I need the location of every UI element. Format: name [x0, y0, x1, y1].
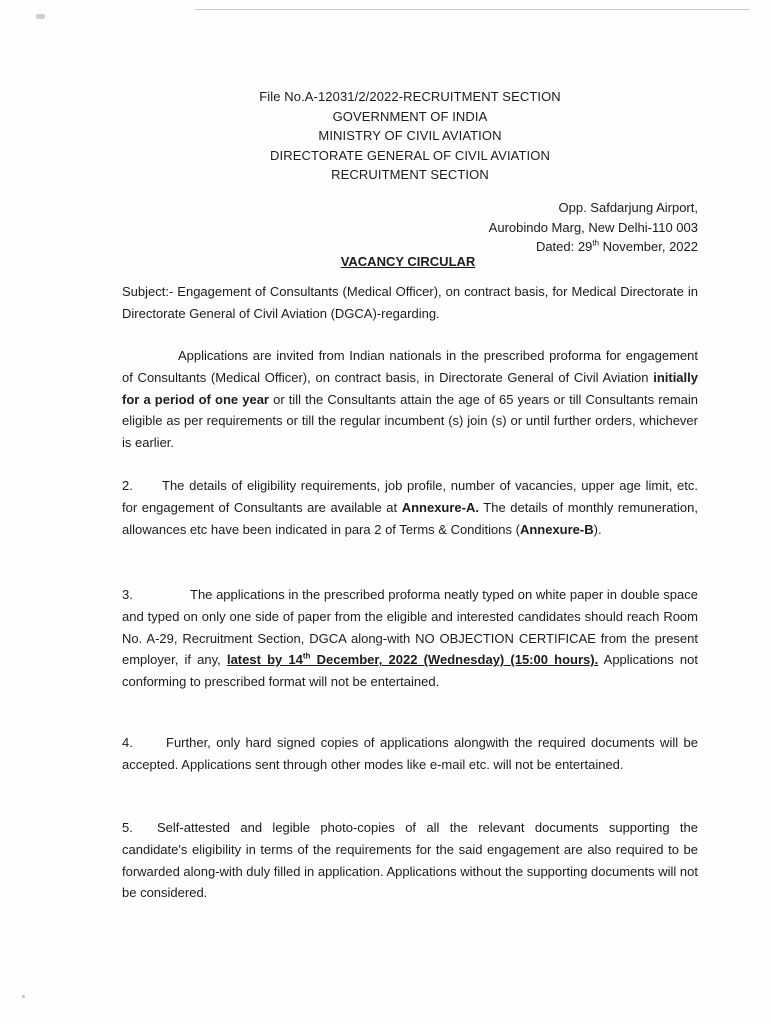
para1-text-2: or till the Consultants attain the age of 65 years or till Consultants remain eligible as per requirements or till the regular incumbent (s) join (s) or until further orders, whichever is earlier.	[122, 391, 698, 451]
address-block	[489, 198, 698, 257]
para2-text-3: ).	[593, 521, 602, 537]
paragraph-4	[122, 732, 698, 776]
scan-edge-line	[195, 9, 750, 10]
deadline-suffix: December, 2022 (Wednesday) (15:00 hours).	[310, 652, 599, 668]
para5-text: Self-attested and legible photo-copies of all the relevant documents supporting the candidate's eligibility in terms of the requirements for the said engagement are also required to be forwarded along-with duly filled in application. Applications without the supporting documents will not be considered.	[122, 820, 698, 901]
scan-speck	[22, 995, 25, 998]
para1-bold: initially for a period of one year	[122, 369, 698, 407]
para2-text-2: The details of monthly remuneration, allowances etc have been indicated in para 2 of Terms & Conditions (	[122, 499, 699, 537]
section-line: RECRUITMENT SECTION	[331, 167, 489, 182]
para5-number: 5.	[122, 820, 133, 835]
para3-text-2: Applications not conforming to prescribed format will not be entertained.	[122, 652, 698, 690]
date-prefix: Dated: 29	[535, 239, 593, 254]
government-line: GOVERNMENT OF INDIA	[332, 108, 488, 124]
date-sup: th	[592, 238, 599, 248]
para3-text: The applications in the prescribed proforma neatly typed on white paper in double space and typed on only one side of paper from the eligible and interested candidates should reach Room No. A-29, Recruitment Section, DGCA along-with NO OBJECTION CERTIFICAE from the present employer, if any,	[122, 587, 698, 668]
ministry-line: MINISTRY OF CIVIL AVIATION	[318, 128, 502, 143]
para4-number: 4.	[122, 735, 133, 750]
scan-speck	[36, 14, 45, 19]
annexure-b-ref: Annexure-B	[519, 521, 594, 537]
para4-text: Further, only hard signed copies of applications alongwith the required documents will be accepted. Applications sent through other modes like e-mail etc. will not be entertained.	[122, 735, 698, 772]
annexure-a-ref: Annexure-A.	[401, 499, 479, 515]
date-suffix: November, 2022	[598, 239, 698, 254]
para1-text: Applications are invited from Indian nationals in the prescribed proforma for engagement of Consultants (Medical Officer), on contract basis, in Directorate General of Civil Aviation	[122, 348, 698, 385]
para2-number: 2.	[122, 478, 133, 493]
deadline-prefix: latest by 14	[226, 652, 303, 668]
para2-text: The details of eligibility requirements, job profile, number of vacancies, upper age limit, etc. for engagement of Consultants are available at	[122, 478, 698, 515]
paragraph-5	[122, 817, 698, 904]
paragraph-2	[122, 475, 698, 540]
paragraph-1	[122, 345, 698, 454]
address-line-1: Opp. Safdarjung Airport,	[558, 200, 698, 215]
file-number: File No.A-12031/2/2022-RECRUITMENT SECTION	[259, 89, 561, 104]
subject-paragraph: Subject:- Engagement of Consultants (Medical Officer), on contract basis, for Medical Directorate in Directorate General of Civil Aviation (DGCA)-regarding.	[122, 284, 698, 321]
directorate-line: DIRECTORATE GENERAL OF CIVIL AVIATION	[270, 147, 550, 163]
circular-title: VACANCY CIRCULAR	[340, 254, 476, 269]
letterhead	[0, 87, 770, 185]
para3-number: 3.	[122, 587, 133, 602]
deadline-sup: th	[302, 652, 311, 662]
address-line-2: Aurobindo Marg, New Delhi-110 003	[488, 219, 698, 235]
deadline	[227, 652, 598, 667]
paragraph-3	[122, 584, 698, 693]
